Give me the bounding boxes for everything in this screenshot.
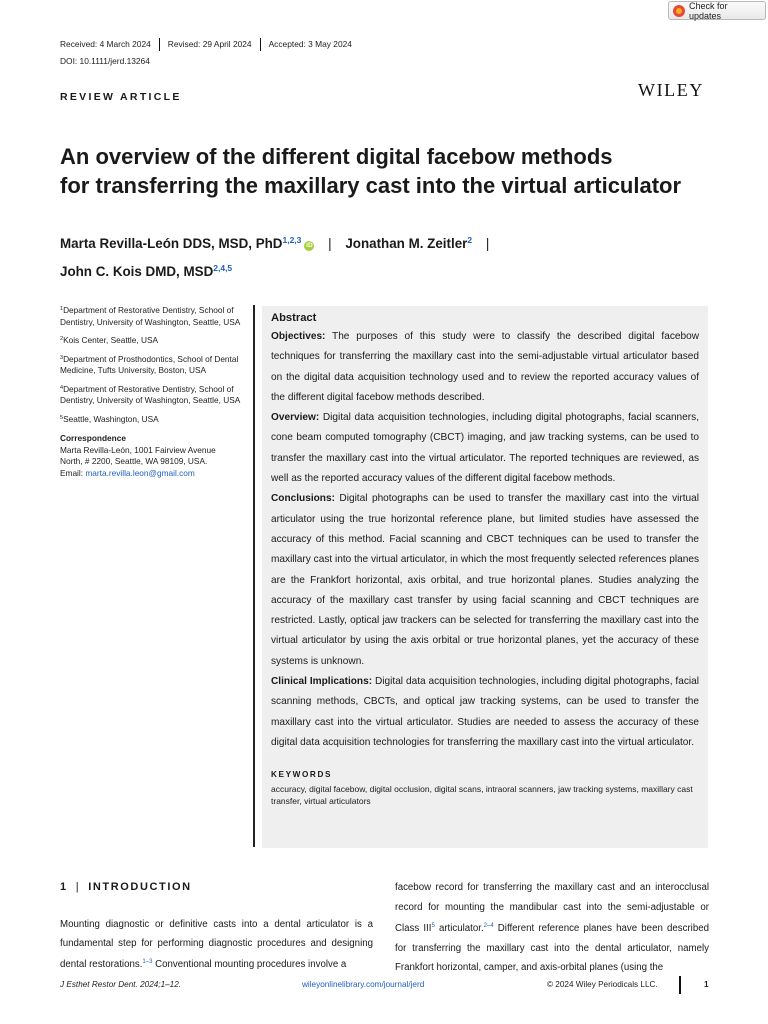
section-title: INTRODUCTION <box>88 881 192 893</box>
correspondence-heading: Correspondence <box>60 433 126 443</box>
affiliation: $^4$Department of Restorative Dentistry, School of Dentistry, University of Washington, Seattle, USA <box>60 383 241 405</box>
footer-journal: J Esthet Restor Dent. 2024;1–12. <box>60 980 182 989</box>
author-affiliation-ref[interactable]: 2 <box>467 235 473 245</box>
abstract-divider <box>253 305 255 847</box>
title-line-1: An overview of the different digital facebow methods <box>60 144 613 169</box>
article-type: REVIEW ARTICLE <box>60 91 182 103</box>
affiliation: $^3$Department of Prosthodontics, School of Dental Medicine, Tufts University, Boston, USA <box>60 353 239 375</box>
abstract-body <box>271 327 699 753</box>
page-number: 1 <box>704 980 709 989</box>
title-line-2: for transferring the maxillary cast into the virtual articulator <box>60 173 682 198</box>
crossmark-icon <box>673 5 685 17</box>
article-dates <box>60 38 360 51</box>
author-list <box>60 228 720 284</box>
citation-link[interactable]: 2–4 <box>483 923 494 930</box>
author-name[interactable]: Jonathan M. Zeitler <box>345 236 468 251</box>
author-name[interactable]: John C. Kois DMD, MSD <box>60 264 214 279</box>
accepted-date: Accepted: 3 May 2024 <box>260 38 360 51</box>
intro-right-column: facebow record for transferring the maxillary cast and an interocclusal record for mounting the mandibular cast into the semi-adjustable or Class III$^5$ articulator.$^{2-4}$ Different reference planes have been described for transferring the maxillary cast into the dental articulator, namely Frankfort horizontal, camper, and axis-orbital planes (using the <box>395 882 709 974</box>
received-date: Received: 4 March 2024 <box>60 39 151 49</box>
abstract-overview: Overview: Digital data acquisition technologies, including digital photographs, facial scanners, cone beam computed tomography (CBCT) imaging, and jaw tracking systems, can be used to transfer the maxillary cast into the virtual articulator. The reported techniques are reviewed, as well as the reported accuracy values of the different digital facebow methods. <box>271 412 699 485</box>
author-separator: | <box>328 236 332 251</box>
footer-divider <box>679 976 681 994</box>
author-separator: | <box>485 236 490 251</box>
intro-heading <box>60 881 192 893</box>
affiliation: $^5$Seattle, Washington, USA <box>60 413 159 424</box>
keywords-heading: KEYWORDS <box>271 770 333 780</box>
check-for-updates-button[interactable] <box>668 1 766 20</box>
correspondence-address-1: Marta Revilla-León, 1001 Fairview Avenue <box>60 444 216 455</box>
abstract-objectives: Objectives: The purposes of this study were to classify the described digital facebow techniques for transferring the maxillary cast into the semi-adjustable virtual articulator based on the digital data acquisition technology used and to review the reported accuracy values of the different digital facebow methods described. <box>271 331 699 403</box>
citation-link[interactable]: 5 <box>431 923 435 930</box>
correspondence-address-2: North, # 2200, Seattle, WA 98109, USA. <box>60 456 208 466</box>
intro-left-column: Mounting diagnostic or definitive casts into a dental articulator is a fundamental step for performing diagnostic procedures and designing dental restorations.$^{1-3}$ Conventional mounting procedures involve a <box>60 919 373 971</box>
email-link[interactable]: marta.revilla.leon@gmail.com <box>85 467 195 478</box>
correspondence-email-row <box>60 468 244 480</box>
check-for-updates-label: Check for updates <box>689 0 728 21</box>
abstract-clinical-implications: Clinical Implications: Digital data acquisition technologies, including digital photographs, facial scanning methods, CBCTs, and optical jaw tracking systems, can be used to transfer the maxillary cast into the virtual articulator. Studies are needed to assess the accuracy of these digital data acquisition technologies for transferring the maxillary cast into the virtual articulator. <box>271 676 699 748</box>
affiliation: $^1$Department of Restorative Dentistry, School of Dentistry, University of Washington, Seattle, USA <box>60 305 241 327</box>
author-name[interactable]: Marta Revilla-León DDS, MSD, PhD <box>60 236 283 251</box>
footer-journal-link[interactable]: wileyonlinelibrary.com/journal/jerd <box>302 980 425 989</box>
abstract-conclusions: Conclusions: Digital photographs can be used to transfer the maxillary cast into the virtual articulator using the true horizontal reference plane, but limited studies have assessed the accuracy of this method. Facial scanning and CBCT techniques can be used to transfer the maxillary cast into the virtual articulator, in which the most frequently selected references planes are the Frankfort horizontal, axis orbital, and true horizontal planes. Studies analyzing the accuracy of the maxillary cast transfer by using facial scanning and CBCT techniques are restricted. Lastly, optical jaw trackers can be selected for transferring the maxillary cast into the virtual articulator by using the axis orbital or true horizontal planes, yet the accuracy of these systems is unknown. <box>271 493 699 667</box>
author-affiliation-ref[interactable]: 2,4,5 <box>213 263 233 273</box>
section-pipe: | <box>75 881 81 893</box>
author-affiliation-ref[interactable]: 1,2,3 <box>282 235 302 245</box>
article-title <box>60 142 720 200</box>
page-footer <box>60 980 710 996</box>
keywords: accuracy, digital facebow, digital occlusion, digital scans, intraoral scanners, jaw tracking systems, maxillary cast transfer, virtual articulators <box>271 784 693 807</box>
citation-link[interactable]: 1–3 <box>142 959 153 966</box>
doi: DOI: 10.1111/jerd.13264 <box>60 56 150 66</box>
affiliations <box>60 304 244 479</box>
revised-date: Revised: 29 April 2024 <box>159 38 260 51</box>
abstract-heading: Abstract <box>271 312 317 324</box>
affiliation: $^2$Kois Center, Seattle, USA <box>60 335 159 345</box>
wiley-logo: WILEY <box>638 80 704 100</box>
abstract-box <box>262 306 708 848</box>
email-label: Email: <box>60 467 86 478</box>
orcid-icon[interactable]: iD <box>306 242 313 249</box>
footer-copyright: © 2024 Wiley Periodicals LLC. <box>547 980 658 989</box>
section-number: 1 <box>60 881 68 893</box>
